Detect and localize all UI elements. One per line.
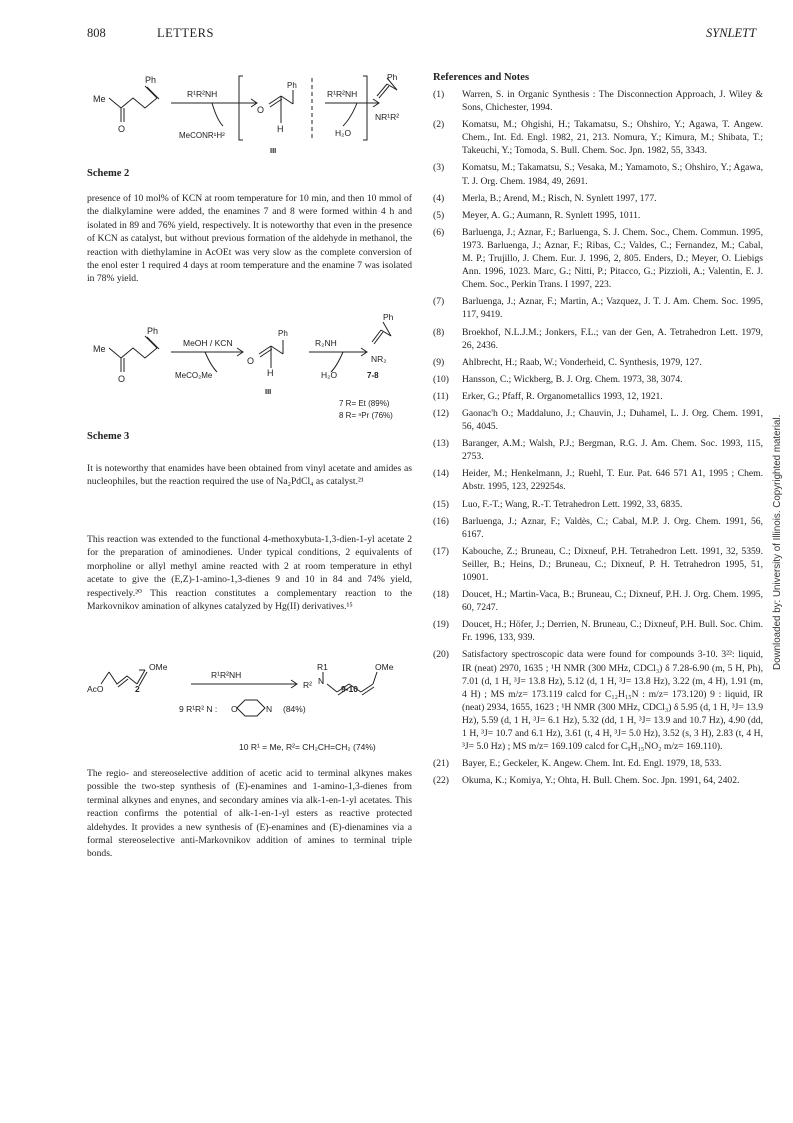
scheme2-reagent1: R¹R²NH bbox=[187, 89, 218, 99]
reference-number: (14) bbox=[433, 468, 449, 480]
scheme3-product-num: 7-8 bbox=[367, 371, 379, 380]
reference-item bbox=[433, 467, 763, 493]
scheme2-product: NR¹R² bbox=[375, 112, 400, 122]
reference-item bbox=[433, 192, 763, 205]
scheme4-reagent: R¹R²NH bbox=[211, 670, 242, 680]
reference-text: Merla, B.; Arend, M.; Risch, N. Synlett 1997, 177. bbox=[462, 192, 657, 204]
reference-text: Baranger, A.M.; Walsh, P.J.; Bergman, R.G. J. Am. Chem. Soc. 1993, 115, 2753. bbox=[462, 438, 763, 463]
reference-item bbox=[433, 545, 763, 584]
page-number: 808 bbox=[87, 26, 106, 40]
reference-number: (11) bbox=[433, 390, 449, 402]
scheme2-ph1: Ph bbox=[145, 75, 157, 85]
reference-text: Luo, F.-T.; Wang, R.-T. Tetrahedron Lett. 1992, 33, 6835. bbox=[462, 498, 683, 510]
reference-number: (8) bbox=[433, 326, 445, 338]
references-title: References and Notes bbox=[433, 72, 530, 83]
scheme3-o2: O bbox=[247, 356, 255, 366]
reference-text: Kabouche, Z.; Bruneau, C.; Dixneuf, P.H. Tetrahedron Lett. 1991, 32, 5359. Seiller, B.; Heins, D.; Bruneau, C.; Dixneuf, P. H. Tetrahedron 1995, 51, 10901. bbox=[462, 545, 763, 583]
reference-number: (5) bbox=[433, 209, 445, 221]
reference-text: Doucet, H.; Höfer, J.; Derrien, N. Bruneau, C.; Dixneuf, P.H. Bull. Soc. Chim. Fr. 1996, 133, 939. bbox=[462, 619, 763, 644]
scheme2-reagent2: R¹R²NH bbox=[327, 89, 358, 99]
reference-text: Broekhof, N.L.J.M.; Jonkers, F.L.; van der Gen, A. Tetrahedron Lett. 1979, 26, 2436. bbox=[462, 326, 763, 351]
scheme2-ph2: Ph bbox=[287, 81, 297, 90]
paragraph-4: The regio- and stereoselective addition of acetic acid to terminal alkynes makes possible the two-step synthesis of (E)-enamines and 1-amino-1,3-dienes from terminal alkynes and enynes, and secondary amines via alk-1-en-1-yl acetates. This reaction confirms the potential of alk-1-en-1-yl esters as reactive protected aldehydes. It provides a new synthesis of (E)-enamines and (E)-dienamines via a formal stereoselective anti-Markovnikov addition of amines to terminal triple bonds. bbox=[87, 768, 412, 860]
scheme-4-diagram bbox=[87, 662, 417, 758]
scheme3-me: Me bbox=[93, 344, 106, 354]
reference-text: Doucet, H.; Martin-Vaca, B.; Bruneau, C.; Dixneuf, P.H. J. Org. Chem. 1995, 60, 7247. bbox=[462, 589, 763, 614]
reference-text: Barluenga, J.; Aznar, F.; Martin, A.; Vazquez, J. T. J. Am. Chem. Soc. 1995, 117, 9419. bbox=[462, 296, 763, 321]
scheme4-ome2: OMe bbox=[375, 662, 394, 672]
scheme2-byproduct: MeCONR¹H² bbox=[179, 131, 225, 140]
reference-number: (6) bbox=[433, 226, 445, 238]
paragraph-2: It is noteworthy that enamides have been obtained from vinyl acetate and amides as nucleophiles, but the reaction required the use of Na₂PdCl₄ as catalyst.²¹ bbox=[87, 463, 412, 488]
journal-title: SYNLETT bbox=[706, 26, 757, 40]
reference-item bbox=[433, 757, 763, 770]
scheme3-byproduct: MeCO₂Me bbox=[175, 371, 213, 380]
reference-number: (17) bbox=[433, 545, 449, 557]
paragraph-3: This reaction was extended to the functional 4-methoxybuta-1,3-dien-1-yl acetate 2 for the preparation of aminodienes. Under typical conditions, 2 equivalents of morpholine or allyl methyl amine reacted with 2 at room temperature in ethyl acetate to give the (E,Z)-1-amino-1,3-dienes 9 and 10 in 84 and 74% yield, respectively.²⁰ This reaction constitutes a complementary reaction to the Markovnikov amination of alkynes catalyzed by Hg(II) derivatives.¹⁵ bbox=[87, 534, 412, 613]
scheme-2-label: Scheme 2 bbox=[87, 168, 130, 179]
scheme4-r2: R² bbox=[303, 680, 312, 690]
scheme4-entry10: 10 R¹ = Me, R²= CH₂CH=CH₂ (74%) bbox=[239, 742, 376, 752]
reference-number: (22) bbox=[433, 775, 449, 787]
scheme-3-label: Scheme 3 bbox=[87, 431, 130, 442]
reference-item bbox=[433, 648, 763, 753]
reference-number: (18) bbox=[433, 589, 449, 601]
reference-number: (13) bbox=[433, 438, 449, 450]
reference-item bbox=[433, 618, 763, 644]
reference-text: Hansson, C.; Wickberg, B. J. Org. Chem. 1973, 38, 3074. bbox=[462, 373, 683, 385]
reference-number: (20) bbox=[433, 649, 449, 661]
scheme3-ph3: Ph bbox=[383, 312, 394, 322]
reference-number: (19) bbox=[433, 619, 449, 631]
reference-number: (12) bbox=[433, 407, 449, 419]
scheme2-o2: O bbox=[257, 105, 265, 115]
scheme2-ph3: Ph bbox=[387, 72, 398, 82]
scheme4-entry9-o: O bbox=[231, 704, 238, 714]
reference-text: Gaonac'h O.; Maddaluno, J.; Chauvin, J.; Duhamel, L. J. Org. Chem. 1991, 56, 4045. bbox=[462, 407, 763, 433]
scheme2-compound: III bbox=[270, 146, 277, 155]
reference-text: Barluenga, J.; Aznar, F.; Valdès, C.; Cabal, M.P. J. Org. Chem. 1991, 56, 6167. bbox=[462, 515, 763, 540]
reference-number: (15) bbox=[433, 498, 449, 510]
reference-text: Meyer, A. G.; Aumann, R. Synlett 1995, 1011. bbox=[462, 209, 641, 221]
scheme2-h: H bbox=[277, 124, 284, 134]
scheme4-aco: AcO bbox=[87, 684, 104, 694]
reference-number: (3) bbox=[433, 162, 445, 174]
reference-text: Heider, M.; Henkelmann, J.; Ruehl, T. Eur. Pat. 646 571 A1, 1995 ; Chem. Abstr. 1995, 123, 229254s. bbox=[462, 468, 763, 493]
scheme3-water: H₂O bbox=[321, 370, 338, 380]
reference-item bbox=[433, 498, 763, 511]
reference-number: (10) bbox=[433, 373, 449, 385]
scheme2-o: O bbox=[118, 124, 126, 134]
reference-item bbox=[433, 588, 763, 614]
reference-text: Warren, S. in Organic Synthesis : The Disconnection Approach, J. Wiley & Sons, Chichester, 1994. bbox=[462, 89, 763, 114]
scheme4-product: 9-10 bbox=[341, 684, 359, 694]
paragraph-1: presence of 10 mol% of KCN at room temperature for 10 min, and then 10 mmol of the dialkylamine were added, the enamines 7 and 8 were formed within 4 h and isolated in 89 and 76% yield, respectively. It is noteworthy that even in the presence of KCN as catalyst, but without previous formation of the aldehyde in methanol, the reaction with diethylamine in AcOEt was very slow as the complete conversion of the enol ester 1 required 4 days at room temperature and the enamine 7 was isolated in 78% yield. bbox=[87, 193, 412, 285]
reference-number: (4) bbox=[433, 192, 445, 204]
reference-text: Ahlbrecht, H.; Raab, W.; Vonderheid, C. Synthesis, 1979, 127. bbox=[462, 356, 702, 368]
reference-number: (7) bbox=[433, 296, 445, 308]
reference-item bbox=[433, 88, 763, 114]
reference-item bbox=[433, 226, 763, 291]
scheme-3-diagram bbox=[87, 310, 417, 430]
reference-text: Komatsu, M.; Ohgishi, H.; Takamatsu, S.; Ohshiro, Y.; Agawa, T. Angew. Chem., Int. Ed. Engl. 1982, 21, 213. Nomura, Y.; Kimura, M.; Shibata, T.; Takeuchi, Y.; Tomoda, S. Bull. Chem. Soc. Jpn. 1982, 55, 3343. bbox=[462, 119, 763, 157]
reference-item bbox=[433, 209, 763, 222]
reference-number: (2) bbox=[433, 119, 445, 131]
reference-number: (9) bbox=[433, 356, 445, 368]
reference-item bbox=[433, 515, 763, 541]
reference-number: (16) bbox=[433, 515, 449, 527]
scheme4-n: N bbox=[318, 676, 325, 686]
download-notice: Downloaded by: University of Illinois. Copyrighted material. bbox=[772, 414, 783, 670]
scheme3-ph2: Ph bbox=[278, 329, 288, 338]
reference-item bbox=[433, 161, 763, 187]
section-title: LETTERS bbox=[157, 26, 214, 40]
scheme2-water: H₂O bbox=[335, 128, 352, 138]
scheme3-ph1: Ph bbox=[147, 326, 159, 336]
reference-text: Barluenga, J.; Aznar, F.; Barluenga, S. J. Chem. Soc., Chem. Commun. 1995, 1973. Barluenga, J.; Aznar, F.; Ribas, C.; Valdes, C.; Fernandez, M.; Cabal, M. P.; Trujillo, J. Chem. Eur. J. 1996, 2, 805. Enders, D.; Meyer, O. Liebigs Ann. 1996, 1023. Marc, G.; Nitti, P.; Pitacco, G.; Pizzioli, A.; Valentin, E. J. Chem. Soc., Perkin Trans. I 1997, 223. bbox=[462, 226, 763, 291]
reference-text: Satisfactory spectroscopic data were found for compounds 3-10. 3²²: liquid, IR (neat) 2970, 1635 ; ¹H NMR (300 MHz, CDCl₃) δ 7.28-6.90 (m, 5 H, Ph), 7.01 (d, 1 H, ³J= 13.8 Hz), 5.12 (d, 1 H, ³J= 13.8 Hz), 3.22 (m, 4 H), 1.91 (m, 4 H) ; MS m/z= 173.119 calcd for C₁₂H₁₅N : m/z= 173.120) 9 : liquid, IR (neat) 2934, 1655, 1623 ; ¹H NMR (300 MHz, CDCl₃) δ 5.95 (d, 1 H, ³J= 13.9 Hz), 5.59 (d, 1 H, ³J= 6.1 Hz), 5.32 (dd, 1 H, ³J= 13.9 and 10.7 Hz), 4.90 (dd, 1 H, ³J= 10.7 and 6.1 Hz), 3.61 (t, 4 H, ³J= 5.0 Hz), 3.52 (s, 3 H), 2.83 (t, 4 H, ³J= 5.0 Hz) ; MS m/z= 169.109 calcd for C₉H₁₅NO₂ m/z= 169.110). bbox=[462, 649, 763, 753]
scheme2-me: Me bbox=[93, 94, 106, 104]
reference-number: (21) bbox=[433, 758, 449, 770]
reference-item bbox=[433, 326, 763, 352]
reference-item bbox=[433, 118, 763, 157]
reference-item bbox=[433, 437, 763, 463]
reference-item bbox=[433, 295, 763, 321]
reference-text: Okuma, K.; Komiya, Y.; Ohta, H. Bull. Chem. Soc. Jpn. 1991, 64, 2402. bbox=[462, 775, 740, 787]
references-section bbox=[433, 72, 763, 791]
scheme4-ome1: OMe bbox=[149, 662, 168, 672]
scheme4-cpd2: 2 bbox=[135, 684, 140, 694]
scheme-2-diagram bbox=[87, 68, 417, 168]
scheme3-product: NR₂ bbox=[371, 354, 387, 364]
references-list bbox=[433, 88, 763, 787]
reference-text: Komatsu, M.; Takamatsu, S.; Vesaka, M.; Yamamoto, S.; Ohshiro, Y.; Agawa, T. J. Org. Chem. 1984, 49, 2691. bbox=[462, 162, 763, 187]
scheme4-entry9-n: N bbox=[266, 704, 273, 714]
reference-number: (1) bbox=[433, 89, 445, 100]
scheme3-h: H bbox=[267, 368, 274, 378]
scheme4-entry9-label: 9 R¹R² N : bbox=[179, 704, 218, 714]
reference-item bbox=[433, 356, 763, 369]
scheme3-compound: III bbox=[265, 387, 272, 396]
reference-text: Erker, G.; Pfaff, R. Organometallics 1993, 12, 1921. bbox=[462, 390, 663, 402]
scheme4-entry9-yield: (84%) bbox=[283, 704, 306, 714]
scheme3-o: O bbox=[118, 374, 126, 384]
reference-text: Bayer, E.; Geckeler, K. Angew. Chem. Int. Ed. Engl. 1979, 18, 533. bbox=[462, 758, 722, 770]
reference-item bbox=[433, 390, 763, 403]
reference-item bbox=[433, 774, 763, 787]
scheme3-entry8: 8 R= ⁿPr (76%) bbox=[339, 411, 393, 420]
reference-item bbox=[433, 407, 763, 433]
reference-item bbox=[433, 373, 763, 386]
scheme3-reagent2: R₂NH bbox=[315, 338, 337, 348]
scheme4-r1: R1 bbox=[317, 662, 328, 672]
scheme3-entry7: 7 R= Et (89%) bbox=[339, 399, 390, 408]
scheme3-reagent1: MeOH / KCN bbox=[183, 338, 233, 348]
